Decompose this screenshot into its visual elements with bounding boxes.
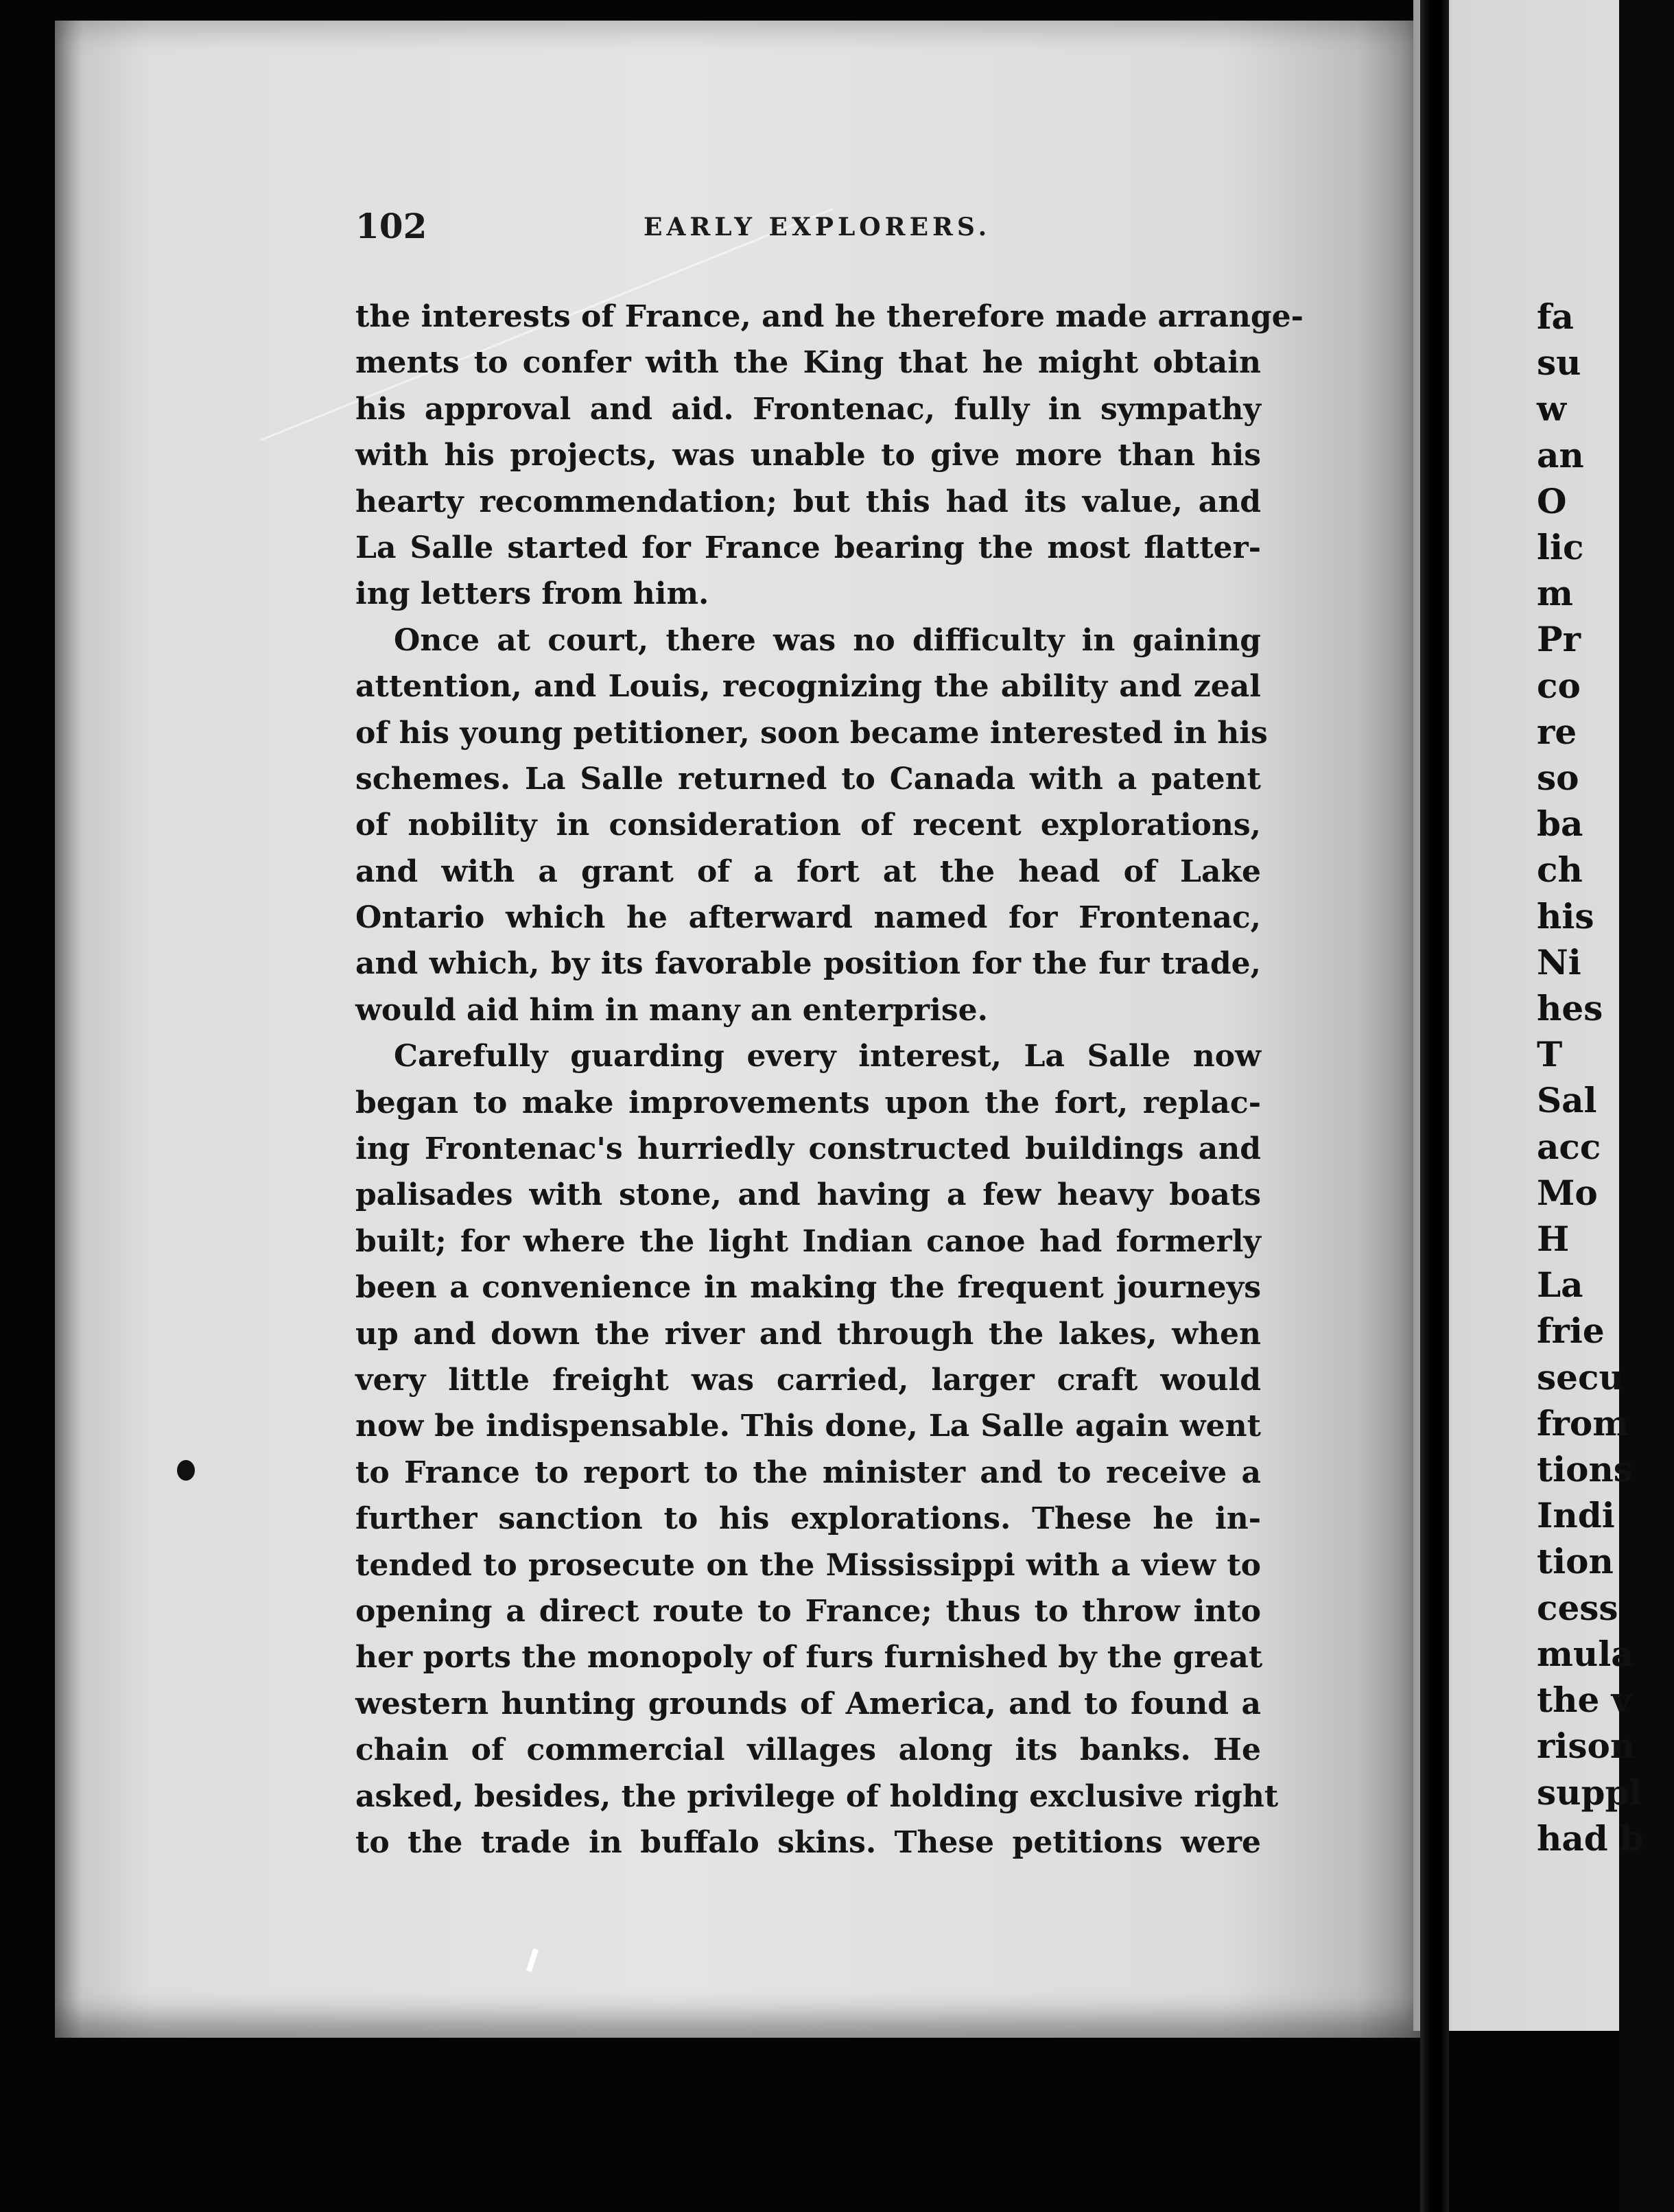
text-line: and which, by its favorable position for the fur trade,: [355, 946, 1261, 982]
facing-line-fragment: his: [1537, 895, 1594, 937]
text-line: tended to prosecute on the Mississippi with a view to: [355, 1547, 1261, 1583]
text-line: ing Frontenac's hurriedly constructed buildings and: [355, 1131, 1261, 1167]
facing-line-fragment: ch: [1537, 849, 1583, 891]
text-line: attention, and Louis, recognizing the ability and zeal: [355, 669, 1261, 705]
text-line: chain of commercial villages along its banks. He: [355, 1732, 1261, 1768]
text-line: ments to confer with the King that he might obtain: [355, 345, 1261, 381]
text-line: built; for where the light Indian canoe had formerly: [355, 1223, 1261, 1259]
facing-line-fragment: from: [1537, 1402, 1629, 1444]
text-line: of his young petitioner, soon became interested in his: [355, 715, 1268, 751]
facing-line-fragment: tion: [1537, 1541, 1614, 1582]
facing-line-fragment: hes: [1537, 988, 1603, 1029]
facing-line-fragment: La: [1537, 1264, 1583, 1306]
facing-line-fragment: ba: [1537, 803, 1583, 845]
text-line: with his projects, was unable to give more than his: [355, 438, 1261, 473]
facing-line-fragment: the v: [1537, 1680, 1631, 1721]
facing-line-fragment: m: [1537, 573, 1573, 614]
text-line: ing letters from him.: [355, 576, 709, 612]
facing-line-fragment: co: [1537, 665, 1581, 706]
text-line: La Salle started for France bearing the most flatter-: [355, 530, 1261, 565]
text-line: the interests of France, and he therefore made arrange-: [355, 299, 1304, 334]
text-line: been a convenience in making the frequent journeys: [355, 1270, 1261, 1306]
text-line: schemes. La Salle returned to Canada with a patent: [355, 761, 1261, 797]
text-line: Ontario which he afterward named for Frontenac,: [355, 900, 1261, 936]
facing-line-fragment: re: [1537, 711, 1577, 752]
text-line: of nobility in consideration of recent explorations,: [355, 808, 1261, 843]
text-line: Carefully guarding every interest, La Salle now: [394, 1039, 1261, 1074]
facing-line-fragment: so: [1537, 757, 1579, 799]
facing-line-fragment: suppl: [1537, 1772, 1642, 1813]
facing-line-fragment: Pr: [1537, 619, 1581, 660]
text-line: western hunting grounds of America, and to found a: [355, 1686, 1261, 1721]
text-line: to France to report to the minister and to receive a: [355, 1455, 1261, 1490]
running-title: EARLY EXPLORERS.: [644, 213, 991, 242]
running-head: [355, 206, 1261, 247]
text-line: up and down the river and through the lakes, when: [355, 1316, 1261, 1352]
facing-line-fragment: su: [1537, 342, 1581, 384]
text-line: opening a direct route to France; thus to throw into: [355, 1593, 1261, 1629]
facing-line-fragment: tions: [1537, 1449, 1633, 1490]
text-line: asked, besides, the privilege of holding exclusive right: [355, 1778, 1279, 1814]
facing-line-fragment: secu: [1537, 1356, 1624, 1398]
text-line: to the trade in buffalo skins. These petitions were: [355, 1824, 1261, 1860]
facing-line-fragment: fa: [1537, 296, 1574, 337]
facing-line-fragment: lic: [1537, 527, 1584, 568]
book-gutter: [1420, 0, 1449, 2212]
facing-line-fragment: cess: [1537, 1587, 1618, 1628]
text-line: would aid him in many an enterprise.: [355, 992, 988, 1028]
facing-line-fragment: Indi: [1537, 1495, 1615, 1536]
text-line: palisades with stone, and having a few heavy boats: [355, 1177, 1261, 1213]
text-line: her ports the monopoly of furs furnished by the great: [355, 1640, 1263, 1675]
facing-line-fragment: an: [1537, 434, 1584, 475]
facing-line-fragment: frie: [1537, 1310, 1605, 1352]
facing-line-fragment: Mo: [1537, 1172, 1598, 1213]
text-line: and with a grant of a fort at the head of Lake: [355, 854, 1261, 889]
facing-line-fragment: Ni: [1537, 941, 1581, 983]
facing-page-text: [1537, 294, 1674, 1861]
facing-line-fragment: O: [1537, 480, 1567, 521]
page-number: 102: [355, 206, 427, 246]
facing-line-fragment: rison: [1537, 1726, 1636, 1767]
body-text: [355, 294, 1304, 1866]
facing-line-fragment: acc: [1537, 1126, 1601, 1167]
facing-line-fragment: T: [1537, 1034, 1563, 1075]
facing-line-fragment: H: [1537, 1219, 1570, 1260]
text-line: began to make improvements upon the fort, replac-: [355, 1085, 1261, 1120]
facing-line-fragment: Sal: [1537, 1080, 1597, 1121]
text-line: hearty recommendation; but this had its value, and: [355, 484, 1261, 519]
text-line: further sanction to his explorations. These he in-: [355, 1501, 1261, 1537]
facing-line-fragment: mula: [1537, 1633, 1634, 1674]
text-line: now be indispensable. This done, La Salle again went: [355, 1409, 1261, 1444]
facing-line-fragment: had b: [1537, 1817, 1644, 1859]
ink-speck: [177, 1460, 195, 1481]
text-line: his approval and aid. Frontenac, fully in sympathy: [355, 391, 1261, 427]
facing-line-fragment: w: [1537, 388, 1567, 430]
text-line: Once at court, there was no difficulty in gaining: [394, 622, 1261, 658]
text-line: very little freight was carried, larger craft would: [355, 1362, 1261, 1398]
